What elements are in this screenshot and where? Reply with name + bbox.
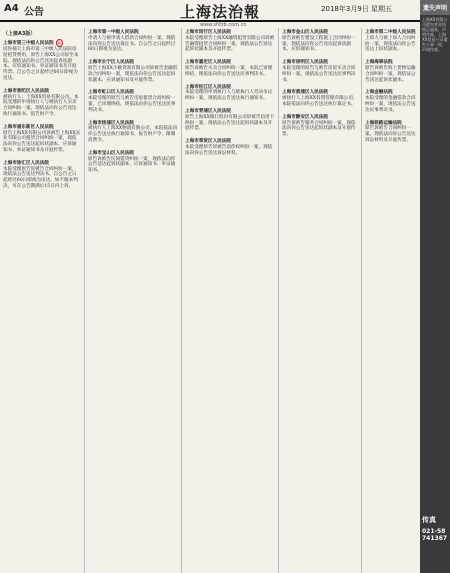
notice-item: 上海市奉贤区人民法院 本院受理原告诉被告追偿权纠纷一案，现依法向你公告送达诉讼材料。 <box>185 139 273 156</box>
sidebar-title: 遗失声明 <box>420 0 450 15</box>
notice-item: 上海市第三中级人民法院 印 因你拖欠上海市第三中级人民法院房屋租赁费用，原告上海ⅩⅩ公司诉至本院。现依法向你公告送达起诉状副本、应诉通知书、举证通知书及开庭传票。自公告之日起经过60日即视为送达。 <box>3 41 79 81</box>
notice-item: 上海金融法院 本院受理的金融借款合同纠纷一案，现依法公告送达民事判决书。 <box>365 90 416 113</box>
notice-item: 上海市虹口区人民法院 本院受理的原告与被告房屋租赁合同纠纷一案，已审理终结。现依法向你公告送达民事判决书。 <box>88 90 176 113</box>
notice-item: 上海市第二中级人民法院 上诉人与被上诉人合同纠纷一案，现依法向你公告送达上诉状副本。 <box>365 30 416 53</box>
notice-item: 上海铁路运输法院 原告诉被告合同纠纷一案，现依法向你公告送达诉讼材料及开庭传票。 <box>365 120 416 143</box>
notice-item: 上海市宝山区人民法院 原告诉被告民间借贷纠纷一案，现依法向你公告送达起诉状副本、应诉通知书、举证通知书。 <box>88 150 176 174</box>
notice-item: 上海市普陀区人民法院 被执行人：上海ⅩⅩ贸易有限公司。本院受理的申请执行人与被执行人买卖合同纠纷一案，现依法向你公告送达执行通知书、报告财产令。 <box>3 88 79 117</box>
notice-item: 上海市闵行区人民法院 本院受理原告上海ⅩⅩ融资租赁有限公司诉被告融资租赁合同纠纷一案，现依法公告送达起诉状副本及开庭传票。 <box>185 30 275 53</box>
notice-item: 上海市静安区人民法院 原告诉被告服务合同纠纷一案，现依法向你公告送达起诉状副本及开庭传票。 <box>282 114 356 138</box>
sidebar-text: 上海ⅩⅩ有限公司遗失营业执照正副本，声明作废。上海ⅩⅩ贸易公司遗失公章一枚，声明作废。 <box>422 17 448 52</box>
notice-item: 上海市徐汇区人民法院 本院受理原告诉被告合同纠纷一案，现依法公告送达判决书。自公告之日起经过60日即视为送达。如不服本判决，可在公告期满后15日内上诉。 <box>3 160 78 189</box>
column-5 <box>362 28 420 573</box>
section-title: 公告 <box>24 7 44 18</box>
phone-number: 021-58741367 <box>422 528 448 542</box>
notice-item: 上海市长宁区人民法院 原告上海ⅩⅩ小额贷款有限公司诉被告金融借款合同纠纷一案，现依法向你公告送达起诉状副本、应诉通知书及开庭传票。 <box>88 60 178 83</box>
column-3 <box>182 28 279 573</box>
phone-label: 传真 <box>422 516 436 524</box>
notice-item: 上海市黄浦区人民法院 被执行人上海ⅩⅩ投资管理有限公司，本院依法向你公告送达执行裁定书。 <box>282 90 358 107</box>
notice-item: 上海市崇明区人民法院 本院受理的原告与被告房屋买卖合同纠纷一案，现依法公告送达民事判决书。 <box>282 60 356 83</box>
issue-date: 2018年3月9日 星期五 <box>321 5 392 13</box>
notice-item: 上海市金山区人民法院 原告诉被告建设工程施工合同纠纷一案，现依法向你公告送达起诉状副本、应诉通知书。 <box>282 30 356 53</box>
column-1 <box>0 28 85 573</box>
court-seal-icon: 印 <box>57 41 61 45</box>
page-number: A4 <box>4 3 19 14</box>
continued-label: （上接A3版） <box>3 31 36 37</box>
masthead-logo: 上海法治報 <box>180 3 261 21</box>
notice-item: 上海市第一中级人民法院 申请人与被申请人借款合同纠纷一案，现依法向你公告送达裁定书。自公告之日起经过60日即视为送达。 <box>88 30 176 53</box>
notice-item: 上海市松江区人民法院 本院受理的申请执行人与被执行人劳动争议纠纷一案，现依法公告送达执行通知书。 <box>185 84 273 102</box>
notice-item: 上海市嘉定区人民法院 原告诉被告买卖合同纠纷一案，本院已审理终结，现依法向你公告送达民事判决书。 <box>185 60 273 77</box>
column-4 <box>279 28 362 573</box>
page-header <box>0 0 450 22</box>
notice-item: 上海市青浦区人民法院 原告上海ⅩⅩ银行股份有限公司诉被告信用卡纠纷一案，现依法公告送达起诉状副本及开庭传票。 <box>185 108 275 132</box>
notice-item: 上海市浦东新区人民法院 原告上海ⅩⅩ有限公司诉被告上海ⅩⅩ实业有限公司租赁合同纠纷一案，现依法向你公告送达起诉状副本、应诉通知书、举证通知书及开庭传票。 <box>3 124 81 153</box>
website-url: www.shfzb.com.cn <box>200 22 247 28</box>
notice-item: 上海海事法院 原告诉被告海上货物运输合同纠纷一案，现依法公告送达起诉状副本。 <box>365 60 416 83</box>
column-2 <box>85 28 182 573</box>
notice-item: 上海市杨浦区人民法院 被执行人上海ⅩⅩ物流有限公司，本院依法向你公告送达执行通知书、报告财产令、限制消费令。 <box>88 120 178 143</box>
classified-sidebar <box>420 0 450 573</box>
